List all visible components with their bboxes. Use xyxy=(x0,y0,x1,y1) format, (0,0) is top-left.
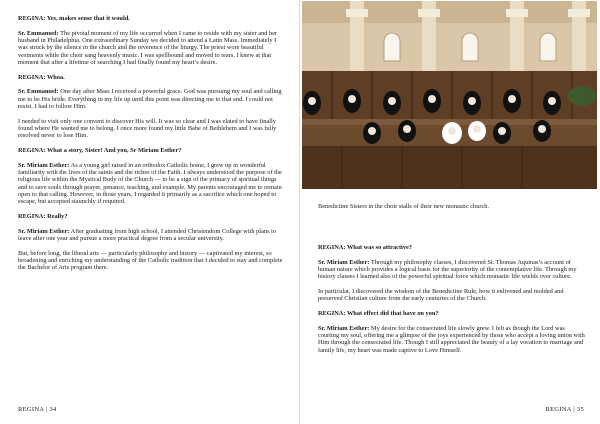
interview-question: REGINA: Whoa. xyxy=(18,73,65,81)
interview-answer xyxy=(318,325,586,354)
answer-text: In particular, I discovered the wisdom of the Benedictine Rule, how it enlivened and molded and preserved Christian culture from the early centuries of the Church. xyxy=(318,287,564,303)
answer-text: I needed to visit only one convent to discover His will. It was so clear and I was elated to have finally found where He wanted me to belong. I once more found my little Babe of Bethlehem and I was fully resolved never to lose Him. xyxy=(18,117,277,140)
answer-text: The pivotal moment of my life occurred when I came to reside with my sister and her husband in Philadelphia. One extraordinary Sunday we decided to attend a Latin Mass. Immediately I was struck by the silence in the church and the reverence of the liturgy. The priest wore beautiful vestments while the choir sang heavenly music. I was spellbound and moved to tears. I knew at that moment that after a lifetime of searching I had finally found my heart’s desire. xyxy=(18,29,278,67)
interview-question: REGINA: What effect did that have on you? xyxy=(318,309,439,317)
interview-answer xyxy=(318,288,586,303)
answer-text: As a young girl raised in an orthodox Catholic home, I grew up in wonderful familiarity with the lives of the saints and the riches of the Faith. I always understood the purpose of the religious life within the Mystical Body of the Church — to be a sign of the primacy of spiritual things and to save souls through prayer, penance, teaching, and example. My parents encouraged me to remain open to that calling. However, in those years, I regarded it primarily as a sacrifice which one hoped to escape, but accepted staunchly if required. xyxy=(18,161,282,206)
interview-question: REGINA: Yes, makes sense that it would. xyxy=(18,15,130,22)
speaker-name: Sr. Miriam Esther: xyxy=(18,161,70,169)
interview-question: REGINA: What was so attractive? xyxy=(318,244,412,251)
answer-text: My desire for the consecrated life slowly grew. I felt as though the Lord was courting my soul, offering me a glimpse of the joys experienced by those who accept a loving union with Him through the consecrated life. Though I still appreciated the beauty of a lay vocation to marriage and family life, my heart was made captive to Love Himself. xyxy=(318,324,585,354)
speaker-name: Sr. Emmanuel: xyxy=(18,88,59,96)
left-text-column xyxy=(18,15,286,279)
interview-answer xyxy=(18,250,286,272)
right-text-column xyxy=(318,244,586,361)
interview-answer xyxy=(18,88,286,110)
choir-stalls-photo xyxy=(302,1,597,189)
interview-question: REGINA: What a story, Sister! And you, Sr Miriam Esther? xyxy=(18,146,182,154)
interview-answer xyxy=(18,30,286,67)
interview-answer xyxy=(18,228,286,243)
photo-caption: Benedictine Sisters in the choir stalls of their new monastic church. xyxy=(318,203,490,210)
right-page xyxy=(300,0,600,424)
right-page-footer: REGINA | 35 xyxy=(545,406,584,413)
speaker-name: Sr. Miriam Esther: xyxy=(18,227,70,235)
answer-text: But, before long, the liberal arts — particularly philosophy and history — captivated my interest, so broadening and enriching my understanding of the Catholic tradition that I decided to stay and complete the Bachelor of Arts program there. xyxy=(18,249,283,272)
answer-text: One day after Mass I received a powerful grace. God was pursuing my soul and calling me to be His bride. Everything in my life up until this point was directing me to that end. I could not resist. I had to follow Him. xyxy=(18,88,282,110)
interview-answer xyxy=(318,259,586,281)
speaker-name: Sr. Miriam Esther: xyxy=(318,324,370,332)
left-page-footer: REGINA | 34 xyxy=(18,406,57,413)
answer-text: After graduating from high school, I attended Christendom College with plans to leave after one year and pursue a more practical degree from a secular university. xyxy=(18,227,277,242)
answer-text: Through my philosophy classes, I discovered St. Thomas Aquinas’s account of human nature which provides a logical basis for the superiority of the contemplative life. Through my history classes I learned also of the powerful spiritual force which monastic life wields over culture. xyxy=(318,258,577,281)
speaker-name: Sr. Miriam Esther: xyxy=(318,258,370,266)
speaker-name: Sr. Emmanuel: xyxy=(18,29,59,37)
interview-answer xyxy=(18,162,286,206)
interview-answer xyxy=(18,118,286,140)
interview-question: REGINA: Really? xyxy=(18,212,68,220)
